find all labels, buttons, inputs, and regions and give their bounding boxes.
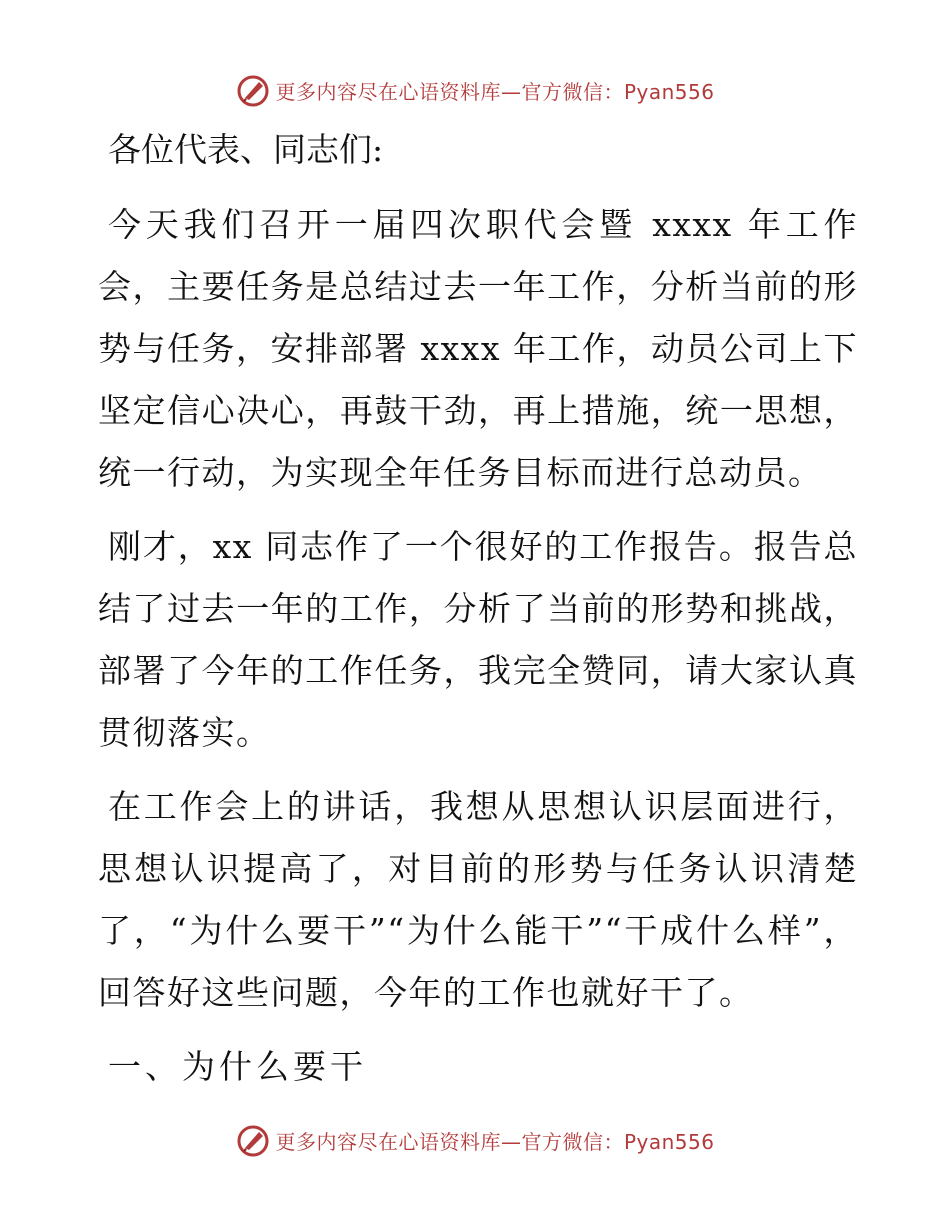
- banner-text: 更多内容尽在心语资料库—官方微信：Pyan556: [275, 1129, 715, 1154]
- paragraph-2: 刚才，xx 同志作了一个很好的工作报告。报告总结了过去一年的工作，分析了当前的形势和挑战，部署了今年的工作任务，我完全赞同，请大家认真贯彻落实。: [98, 527, 858, 752]
- header-banner: [0, 70, 950, 110]
- pen-logo-icon: [235, 1122, 271, 1158]
- footer-banner: [0, 1120, 950, 1160]
- paragraph-1: 今天我们召开一届四次职代会暨 xxxx 年工作会，主要任务是总结过去一年工作，分析当前的形势与任务，安排部署 xxxx 年工作，动员公司上下坚定信心决心，再鼓干劲，再上措施，统一思想，统一行动，为实现全年任务目标而进行总动员。: [98, 205, 858, 492]
- banner-text: 更多内容尽在心语资料库—官方微信：Pyan556: [275, 79, 715, 104]
- paragraph-3: 在工作会上的讲话，我想从思想认识层面进行，思想认识提高了，对目前的形势与任务认识清楚了，“为什么要干”“为什么能干”“干成什么样”，回答好这些问题，今年的工作也就好干了。: [98, 787, 858, 1012]
- document-body: [98, 124, 858, 1098]
- section-heading: 一、为什么要干: [108, 1047, 367, 1086]
- salutation: 各位代表、同志们:: [108, 130, 384, 169]
- pen-logo-icon: [235, 72, 271, 108]
